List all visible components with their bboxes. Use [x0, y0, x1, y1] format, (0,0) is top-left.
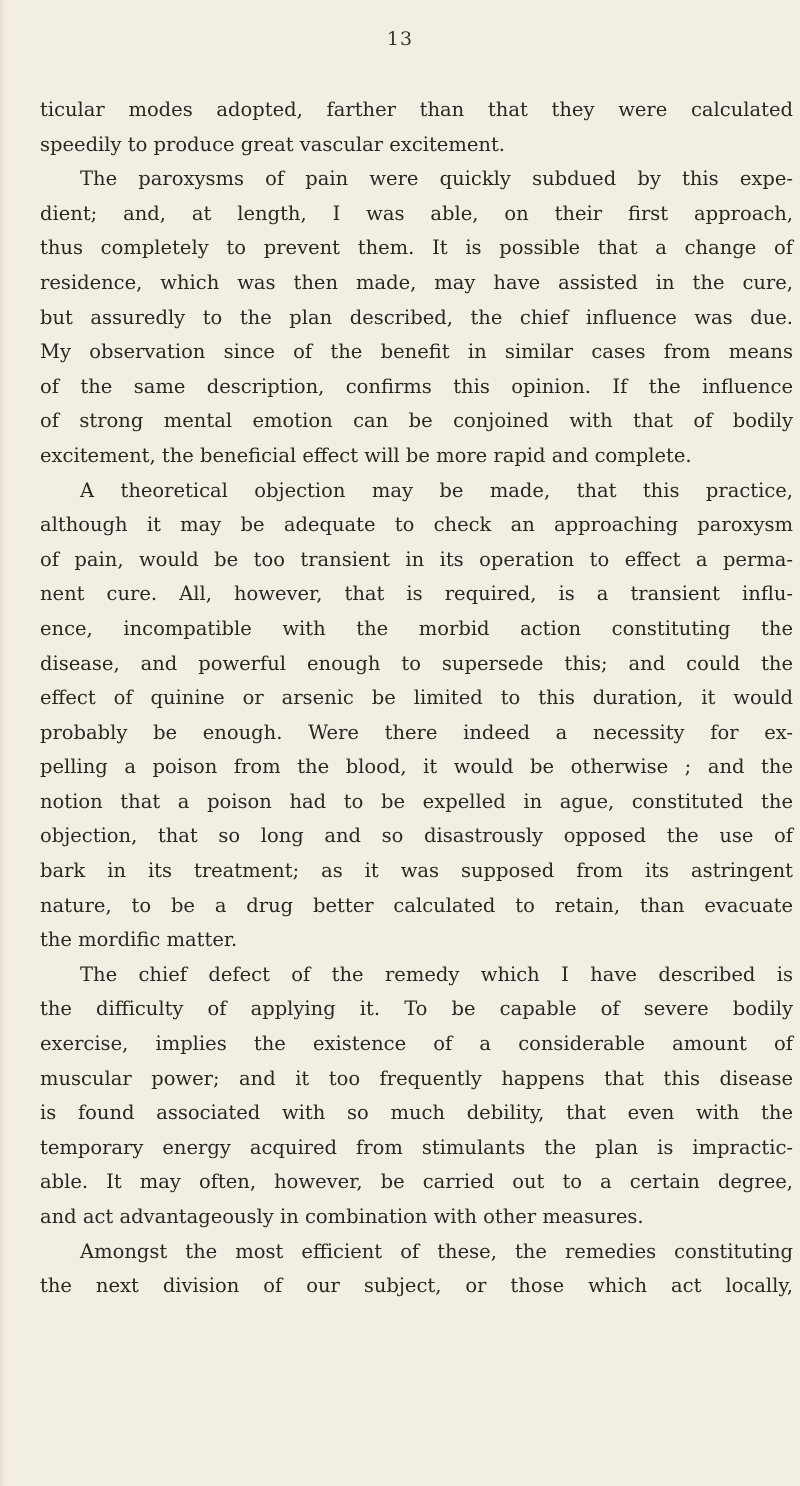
text-line: dient; and, at length, I was able, on their first approach,	[40, 201, 793, 225]
text-line: objection, that so long and so disastrously opposed the use of	[40, 824, 793, 848]
text-line: the next division of our subject, or those which act locally,	[40, 1274, 793, 1298]
text-line: although it may be adequate to check an approaching paroxysm	[40, 513, 793, 537]
text-line: notion that a poison had to be expelled in ague, constituted the	[40, 789, 793, 813]
text-line: residence, which was then made, may have assisted in the cure,	[40, 270, 793, 294]
text-line: ence, incompatible with the morbid action constituting the	[40, 616, 793, 640]
page-number: 13	[386, 28, 414, 50]
text-line: able. It may often, however, be carried out to a certain degree,	[40, 1170, 793, 1194]
text-line: exercise, implies the existence of a considerable amount of	[40, 1032, 793, 1056]
text-line: muscular power; and it too frequently happens that this disease	[40, 1066, 793, 1090]
body-text	[40, 93, 793, 1304]
text-line: temporary energy acquired from stimulants the plan is impractic-	[40, 1135, 793, 1159]
text-line: excitement, the beneficial effect will be more rapid and complete.	[40, 443, 692, 467]
text-line: disease, and powerful enough to supersede this; and could the	[40, 651, 793, 675]
text-line: the mordific matter.	[40, 928, 238, 952]
page-edge-shadow	[0, 0, 6, 1486]
text-line: nent cure. All, however, that is required, is a transient influ-	[40, 582, 793, 606]
text-line: My observation since of the benefit in similar cases from means	[40, 340, 793, 364]
text-line: effect of quinine or arsenic be limited to this duration, it would	[40, 686, 793, 710]
text-line: the difficulty of applying it. To be capable of severe bodily	[40, 997, 793, 1021]
text-line: probably be enough. Were there indeed a necessity for ex-	[40, 720, 793, 744]
text-line: ticular modes adopted, farther than that they were calculated	[40, 98, 793, 121]
text-line: A theoretical objection may be made, that this practice,	[80, 478, 793, 502]
text-line: but assuredly to the plan described, the chief influence was due.	[40, 305, 793, 329]
text-line: of strong mental emotion can be conjoined with that of bodily	[40, 409, 793, 433]
text-line: The chief defect of the remedy which I have described is	[80, 962, 793, 986]
text-line: bark in its treatment; as it was supposed from its astringent	[40, 859, 793, 883]
text-line: pelling a poison from the blood, it would be otherwise ; and the	[40, 755, 793, 779]
text-line: of pain, would be too transient in its operation to effect a perma-	[40, 547, 793, 571]
text-line: nature, to be a drug better calculated to retain, than evacuate	[40, 893, 793, 917]
text-line: speedily to produce great vascular excitement.	[40, 132, 505, 156]
text-line: is found associated with so much debility, that even with the	[40, 1101, 793, 1125]
text-line: thus completely to prevent them. It is possible that a change of	[40, 236, 793, 260]
text-line: Amongst the most efficient of these, the remedies constituting	[80, 1239, 793, 1263]
text-line: The paroxysms of pain were quickly subdued by this expe-	[80, 167, 793, 191]
text-line: of the same description, confirms this opinion. If the influence	[40, 374, 793, 398]
text-line: and act advantageously in combination with other measures.	[40, 1205, 644, 1228]
